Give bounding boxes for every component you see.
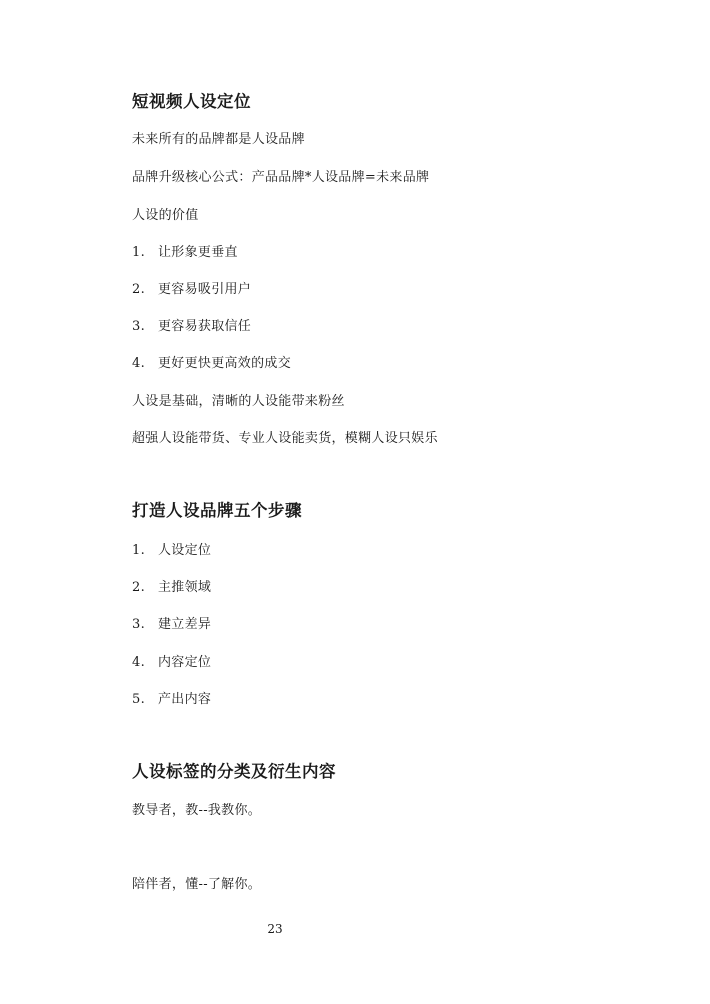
page-number: 23 (267, 922, 283, 936)
section-heading-five-steps: 打造人设品牌五个步骤 (132, 501, 302, 520)
paragraph-teacher: 教导者，教--我教你。 (132, 803, 262, 818)
list-item (132, 651, 211, 670)
list-item (132, 278, 251, 297)
list-item (132, 539, 211, 558)
paragraph-brand-formula: 品牌升级核心公式：产品品牌*人设品牌=未来品牌 (132, 170, 430, 185)
list-item-text: 产出内容 (158, 692, 212, 707)
list-item-text: 让形象更垂直 (158, 245, 238, 260)
list-item-text: 主推领域 (158, 580, 212, 595)
list-item (132, 688, 211, 707)
paragraph-persona-types: 超强人设能带货、专业人设能卖货，模糊人设只娱乐 (132, 431, 438, 446)
list-item-text: 更容易获取信任 (158, 319, 252, 334)
list-item-number: 3. (132, 319, 146, 334)
list-item (132, 352, 291, 371)
list-item-number: 4. (132, 356, 146, 371)
list-item (132, 241, 238, 260)
list-item-text: 内容定位 (158, 655, 212, 670)
list-item-text: 建立差异 (158, 617, 212, 632)
list-item-number: 1. (132, 543, 146, 558)
paragraph-persona-value: 人设的价值 (132, 208, 199, 223)
list-item-text: 更容易吸引用户 (158, 282, 252, 297)
list-item-text: 更好更快更高效的成交 (158, 356, 292, 371)
list-item-number: 2. (132, 282, 146, 297)
paragraph-persona-basis: 人设是基础，清晰的人设能带来粉丝 (132, 394, 345, 409)
list-item-number: 5. (132, 692, 146, 707)
list-item (132, 315, 251, 334)
section-heading-persona-tags: 人设标签的分类及衍生内容 (132, 762, 336, 781)
list-item-number: 3. (132, 617, 146, 632)
paragraph-companion: 陪伴者，懂--了解你。 (132, 877, 262, 892)
list-item-number: 4. (132, 655, 146, 670)
list-item-number: 1. (132, 245, 146, 260)
list-item-text: 人设定位 (158, 543, 212, 558)
section-heading-short-video-persona: 短视频人设定位 (132, 92, 251, 111)
paragraph-brand-future: 未来所有的品牌都是人设品牌 (132, 132, 305, 147)
list-item-number: 2. (132, 580, 146, 595)
list-item (132, 613, 211, 632)
list-item (132, 576, 211, 595)
